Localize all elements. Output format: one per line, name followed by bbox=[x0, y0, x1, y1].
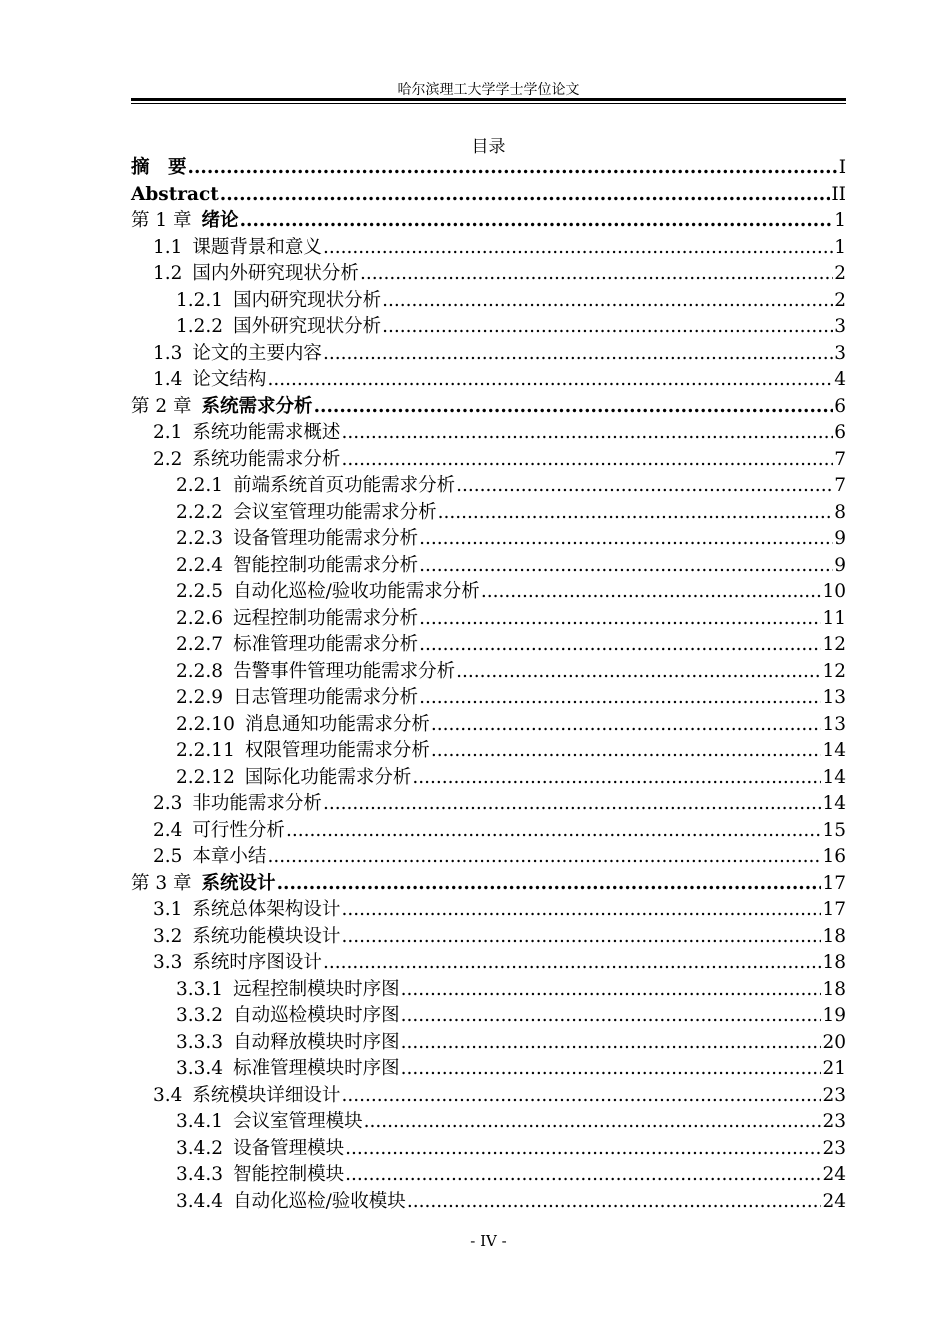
toc-entry[interactable] bbox=[131, 261, 846, 288]
toc-entry[interactable] bbox=[131, 818, 846, 845]
toc-entry[interactable] bbox=[131, 897, 846, 924]
toc-entry-number: 1.2 bbox=[153, 263, 183, 284]
dot-leader bbox=[401, 977, 822, 1004]
dot-leader bbox=[401, 1056, 822, 1083]
dot-leader bbox=[314, 394, 834, 421]
dot-leader bbox=[286, 818, 822, 845]
toc-entry[interactable] bbox=[131, 632, 846, 659]
dot-leader bbox=[382, 288, 833, 315]
dot-leader bbox=[419, 526, 833, 553]
toc-entry[interactable] bbox=[131, 1109, 846, 1136]
toc-entry[interactable] bbox=[131, 526, 846, 553]
toc-entry-label: 前端系统首页功能需求分析 bbox=[233, 475, 456, 496]
dot-leader bbox=[364, 1109, 822, 1136]
toc-entry-page: 7 bbox=[834, 448, 846, 470]
header-rule-thin bbox=[131, 103, 846, 104]
toc-entry-number: 2.4 bbox=[153, 819, 183, 841]
toc-entry[interactable] bbox=[131, 420, 846, 447]
toc-entry-page: 24 bbox=[822, 1190, 846, 1212]
toc-entry[interactable] bbox=[131, 473, 846, 500]
toc-entry-number: 1.2.1 bbox=[176, 289, 224, 311]
toc-entry-label: 远程控制模块时序图 bbox=[233, 978, 400, 1000]
toc-entry-label: 消息通知功能需求分析 bbox=[244, 713, 430, 735]
dot-leader bbox=[341, 420, 833, 447]
toc-entry[interactable] bbox=[131, 155, 846, 182]
toc-entry[interactable] bbox=[131, 977, 846, 1004]
toc-entry[interactable] bbox=[131, 1189, 846, 1216]
dot-leader bbox=[323, 235, 833, 262]
toc-entry-number: 3.4.1 bbox=[176, 1111, 224, 1132]
toc-entry[interactable] bbox=[131, 579, 846, 606]
dot-leader bbox=[419, 685, 821, 712]
toc-entry-page: 2 bbox=[834, 263, 846, 284]
toc-entry[interactable] bbox=[131, 1136, 846, 1163]
toc-entry-page: 18 bbox=[822, 952, 846, 973]
dot-leader bbox=[345, 1136, 821, 1163]
toc-entry[interactable] bbox=[131, 871, 846, 898]
dot-leader bbox=[360, 261, 833, 288]
dot-leader bbox=[419, 632, 821, 659]
toc-entry-number: 3.3.4 bbox=[176, 1058, 224, 1079]
toc-entry[interactable] bbox=[131, 367, 846, 394]
toc-entry-number: 3.1 bbox=[153, 899, 183, 920]
toc-entry-page: 12 bbox=[822, 660, 846, 682]
toc-entry[interactable] bbox=[131, 1056, 846, 1083]
toc-entry[interactable] bbox=[131, 553, 846, 580]
toc-entry-label: 告警事件管理功能需求分析 bbox=[233, 660, 456, 682]
toc-entry-page: 23 bbox=[822, 1084, 846, 1106]
toc-entry-page: 14 bbox=[822, 766, 846, 788]
toc-entry-page: 13 bbox=[822, 687, 846, 708]
toc-entry[interactable] bbox=[131, 394, 846, 421]
table-of-contents bbox=[131, 155, 846, 1215]
toc-entry-page: 4 bbox=[834, 369, 846, 390]
toc-entry-page: 18 bbox=[822, 925, 846, 947]
dot-leader bbox=[412, 765, 821, 792]
toc-entry-page: 15 bbox=[822, 819, 846, 841]
toc-entry-page: 1 bbox=[834, 210, 846, 231]
toc-entry-page: 14 bbox=[822, 793, 846, 814]
dot-leader bbox=[481, 579, 822, 606]
dot-leader bbox=[188, 155, 838, 182]
toc-entry-page: 8 bbox=[834, 501, 846, 523]
dot-leader bbox=[323, 791, 822, 818]
dot-leader bbox=[401, 1030, 822, 1057]
toc-entry-label: 自动巡检模块时序图 bbox=[233, 1005, 400, 1026]
toc-entry-label: 系统模块详细设计 bbox=[192, 1084, 341, 1106]
toc-entry[interactable] bbox=[131, 606, 846, 633]
toc-entry-number: 3.2 bbox=[153, 925, 183, 947]
dot-leader bbox=[345, 1162, 821, 1189]
dot-leader bbox=[341, 897, 821, 924]
toc-entry-label: 课题背景和意义 bbox=[192, 236, 322, 258]
toc-entry-number: 2.2.7 bbox=[176, 634, 224, 655]
toc-entry-number: 第 1 章 bbox=[131, 210, 192, 231]
toc-entry-label: 设备管理功能需求分析 bbox=[233, 528, 419, 549]
toc-entry-label: 会议室管理功能需求分析 bbox=[233, 501, 437, 523]
toc-entry[interactable] bbox=[131, 208, 846, 235]
toc-entry-number: 3.3 bbox=[153, 952, 183, 973]
toc-entry[interactable] bbox=[131, 659, 846, 686]
toc-entry-number: 1.1 bbox=[153, 236, 183, 258]
toc-entry-label: 绪论 bbox=[201, 210, 239, 231]
toc-entry-page: 13 bbox=[822, 713, 846, 735]
toc-entry-page: 24 bbox=[822, 1164, 846, 1185]
toc-entry-label: 国内外研究现状分析 bbox=[192, 263, 359, 284]
toc-entry[interactable] bbox=[131, 314, 846, 341]
toc-entry-label: 远程控制功能需求分析 bbox=[233, 607, 419, 629]
toc-entry[interactable] bbox=[131, 447, 846, 474]
running-header: 哈尔滨理工大学学士学位论文 bbox=[397, 82, 580, 98]
toc-entry-number: 2.2.10 bbox=[176, 713, 235, 735]
dot-leader bbox=[401, 1003, 822, 1030]
toc-entry-label: 国外研究现状分析 bbox=[233, 316, 382, 337]
toc-entry-number: 2.2 bbox=[153, 448, 183, 470]
toc-entry[interactable] bbox=[131, 1083, 846, 1110]
toc-entry-page: 20 bbox=[822, 1031, 846, 1053]
toc-entry[interactable] bbox=[131, 341, 846, 368]
toc-entry[interactable] bbox=[131, 1003, 846, 1030]
toc-entry[interactable] bbox=[131, 765, 846, 792]
toc-entry[interactable] bbox=[131, 1162, 846, 1189]
toc-entry-page: 23 bbox=[822, 1111, 846, 1132]
toc-entry[interactable] bbox=[131, 844, 846, 871]
toc-entry-label: 系统需求分析 bbox=[201, 395, 313, 417]
toc-entry-number: 3.4.3 bbox=[176, 1164, 224, 1185]
toc-entry-label: 智能控制功能需求分析 bbox=[233, 554, 419, 576]
toc-entry-page: 17 bbox=[822, 899, 846, 920]
toc-entry-page: 3 bbox=[834, 342, 846, 364]
toc-entry-label: 系统功能需求分析 bbox=[192, 448, 341, 470]
toc-entry-page: 6 bbox=[834, 422, 846, 443]
toc-entry-page: 12 bbox=[822, 634, 846, 655]
toc-entry-label: 自动化巡检/验收功能需求分析 bbox=[233, 581, 480, 602]
toc-entry-label: 自动释放模块时序图 bbox=[233, 1031, 400, 1053]
toc-entry-label: 标准管理功能需求分析 bbox=[233, 634, 419, 655]
dot-leader bbox=[240, 208, 834, 235]
dot-leader bbox=[431, 738, 822, 765]
toc-entry-number: 3.3.3 bbox=[176, 1031, 224, 1053]
toc-entry-number: 2.2.3 bbox=[176, 528, 224, 549]
header-rule-thick bbox=[131, 98, 846, 101]
dot-leader bbox=[438, 500, 834, 527]
dot-leader bbox=[407, 1189, 822, 1216]
toc-entry-page: 23 bbox=[822, 1137, 846, 1159]
toc-entry-number: 2.2.5 bbox=[176, 581, 224, 602]
toc-entry-page: 7 bbox=[834, 475, 846, 496]
toc-entry-label: 标准管理模块时序图 bbox=[233, 1058, 400, 1079]
toc-entry-number: 2.2.2 bbox=[176, 501, 224, 523]
dot-leader bbox=[456, 473, 833, 500]
toc-entry-page: 14 bbox=[822, 740, 846, 761]
dot-leader bbox=[431, 712, 822, 739]
toc-entry-label: 系统功能需求概述 bbox=[192, 422, 341, 443]
dot-leader bbox=[267, 367, 833, 394]
toc-entry-number: 3.4 bbox=[153, 1084, 183, 1106]
toc-entry-number: 2.2.8 bbox=[176, 660, 224, 682]
toc-entry-label: 系统设计 bbox=[201, 872, 276, 894]
toc-entry-page: 9 bbox=[834, 528, 846, 549]
toc-entry-number: 3.4.2 bbox=[176, 1137, 224, 1159]
toc-entry-number: 2.2.9 bbox=[176, 687, 224, 708]
toc-entry-label: 系统时序图设计 bbox=[192, 952, 322, 973]
toc-entry-label: 摘 要 bbox=[131, 157, 187, 178]
toc-entry-page: 3 bbox=[834, 316, 846, 337]
toc-entry-number: 2.3 bbox=[153, 793, 183, 814]
toc-entry-label: 论文的主要内容 bbox=[192, 342, 322, 364]
dot-leader bbox=[220, 182, 831, 209]
toc-entry-label: 会议室管理模块 bbox=[233, 1111, 363, 1132]
toc-entry-label: 自动化巡检/验收模块 bbox=[233, 1190, 406, 1212]
toc-entry-number: 第 2 章 bbox=[131, 395, 192, 417]
toc-entry-label: 本章小结 bbox=[192, 846, 267, 867]
toc-entry-label: 系统功能模块设计 bbox=[192, 925, 341, 947]
dot-leader bbox=[419, 606, 821, 633]
toc-entry-number: 1.3 bbox=[153, 342, 183, 364]
toc-entry[interactable] bbox=[131, 791, 846, 818]
dot-leader bbox=[267, 844, 821, 871]
toc-entry[interactable] bbox=[131, 924, 846, 951]
dot-leader bbox=[277, 871, 822, 898]
toc-title: 目录 bbox=[471, 137, 506, 157]
toc-entry-label: 非功能需求分析 bbox=[192, 793, 322, 814]
toc-entry-page: 18 bbox=[822, 978, 846, 1000]
toc-entry-label: 论文结构 bbox=[192, 369, 267, 390]
toc-entry-number: 2.2.12 bbox=[176, 766, 235, 788]
toc-entry-number: 2.2.6 bbox=[176, 607, 224, 629]
toc-entry-label: 日志管理功能需求分析 bbox=[233, 687, 419, 708]
toc-entry-label: Abstract bbox=[131, 183, 219, 205]
toc-entry-number: 2.5 bbox=[153, 846, 183, 867]
page-number: - IV - bbox=[470, 1232, 507, 1250]
toc-entry-number: 1.2.2 bbox=[176, 316, 224, 337]
dot-leader bbox=[323, 950, 822, 977]
toc-entry[interactable] bbox=[131, 1030, 846, 1057]
toc-entry-number: 3.3.1 bbox=[176, 978, 224, 1000]
toc-entry-label: 权限管理功能需求分析 bbox=[244, 740, 430, 761]
dot-leader bbox=[341, 447, 833, 474]
toc-entry[interactable] bbox=[131, 288, 846, 315]
toc-entry-number: 2.2.4 bbox=[176, 554, 224, 576]
toc-entry-number: 2.2.1 bbox=[176, 475, 224, 496]
toc-entry[interactable] bbox=[131, 685, 846, 712]
dot-leader bbox=[341, 924, 821, 951]
toc-entry[interactable] bbox=[131, 182, 846, 209]
toc-entry-page: 10 bbox=[822, 581, 846, 602]
toc-entry-number: 2.1 bbox=[153, 422, 183, 443]
toc-entry-number: 3.4.4 bbox=[176, 1190, 224, 1212]
toc-entry-page: II bbox=[831, 183, 846, 205]
toc-entry-number: 1.4 bbox=[153, 369, 183, 390]
toc-entry[interactable] bbox=[131, 712, 846, 739]
toc-entry-page: 6 bbox=[834, 395, 846, 417]
toc-entry-label: 国际化功能需求分析 bbox=[244, 766, 412, 788]
toc-entry[interactable] bbox=[131, 950, 846, 977]
dot-leader bbox=[323, 341, 833, 368]
toc-entry-label: 设备管理模块 bbox=[233, 1137, 345, 1159]
toc-entry-page: I bbox=[838, 157, 846, 178]
toc-entry[interactable] bbox=[131, 500, 846, 527]
toc-entry-page: 19 bbox=[822, 1005, 846, 1026]
dot-leader bbox=[456, 659, 821, 686]
toc-entry-page: 21 bbox=[822, 1058, 846, 1079]
toc-entry-page: 9 bbox=[834, 554, 846, 576]
dot-leader bbox=[341, 1083, 821, 1110]
dot-leader bbox=[382, 314, 833, 341]
dot-leader bbox=[419, 553, 833, 580]
toc-entry-page: 2 bbox=[834, 289, 846, 311]
toc-entry-number: 3.3.2 bbox=[176, 1005, 224, 1026]
toc-entry-page: 11 bbox=[822, 607, 846, 629]
toc-entry-label: 国内研究现状分析 bbox=[233, 289, 382, 311]
toc-entry-label: 系统总体架构设计 bbox=[192, 899, 341, 920]
toc-entry-page: 1 bbox=[834, 236, 846, 258]
toc-entry-number: 2.2.11 bbox=[176, 740, 235, 761]
toc-entry-label: 可行性分析 bbox=[192, 819, 285, 841]
toc-entry-label: 智能控制模块 bbox=[233, 1164, 345, 1185]
toc-entry-page: 17 bbox=[822, 872, 846, 894]
toc-entry-number: 第 3 章 bbox=[131, 872, 192, 894]
toc-entry[interactable] bbox=[131, 738, 846, 765]
toc-entry[interactable] bbox=[131, 235, 846, 262]
toc-entry-page: 16 bbox=[822, 846, 846, 867]
